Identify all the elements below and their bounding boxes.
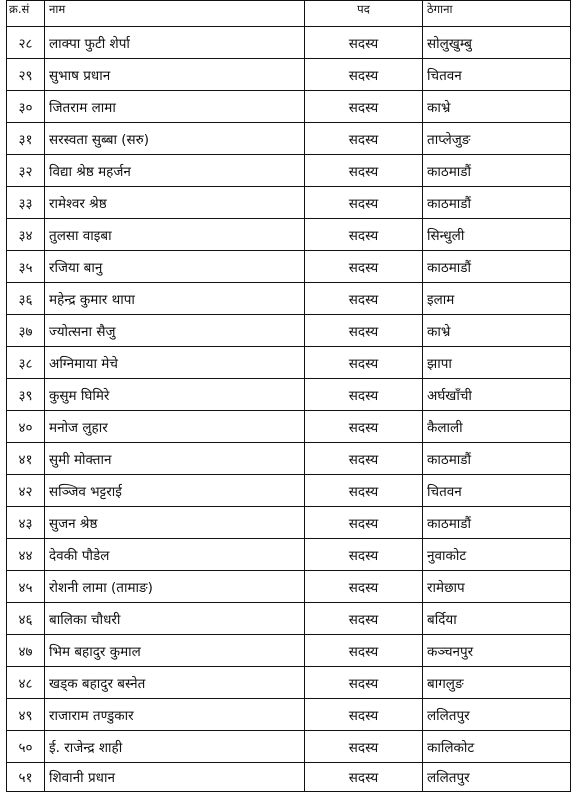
table-row — [7, 667, 571, 699]
member-name-cell: अग्निमाया मेचे — [45, 347, 305, 379]
post-cell: सदस्य — [305, 123, 423, 155]
address-cell: कालिकोट — [423, 731, 571, 763]
member-table — [6, 0, 571, 792]
header-name: नाम — [45, 1, 305, 27]
serial-number-cell: ३८ — [7, 347, 45, 379]
post-cell: सदस्य — [305, 507, 423, 539]
post-cell: सदस्य — [305, 763, 423, 792]
serial-number-cell: ४९ — [7, 699, 45, 731]
address-cell: कञ्चनपुर — [423, 635, 571, 667]
serial-number-cell: ३४ — [7, 219, 45, 251]
table-row — [7, 219, 571, 251]
member-name-cell: लाक्पा फुटी शेर्पा — [45, 27, 305, 59]
post-cell: सदस्य — [305, 347, 423, 379]
table-row — [7, 443, 571, 475]
address-cell: झापा — [423, 347, 571, 379]
header-row — [7, 1, 571, 27]
serial-number-cell: ३५ — [7, 251, 45, 283]
table-row — [7, 27, 571, 59]
address-cell: काठमाडौं — [423, 251, 571, 283]
member-name-cell: महेन्द्र कुमार थापा — [45, 283, 305, 315]
member-name-cell: विद्या श्रेष्ठ महर्जन — [45, 155, 305, 187]
member-name-cell: राजाराम तण्डुकार — [45, 699, 305, 731]
post-cell: सदस्य — [305, 635, 423, 667]
address-cell: बर्दिया — [423, 603, 571, 635]
serial-number-cell: ३९ — [7, 379, 45, 411]
table-row — [7, 411, 571, 443]
serial-number-cell: ३२ — [7, 155, 45, 187]
table-row — [7, 251, 571, 283]
post-cell: सदस्य — [305, 443, 423, 475]
serial-number-cell: ४७ — [7, 635, 45, 667]
member-name-cell: रामेश्वर श्रेष्ठ — [45, 187, 305, 219]
table-row — [7, 347, 571, 379]
header-post: पद — [305, 1, 423, 27]
member-name-cell: सरस्वता सुब्बा (सरु) — [45, 123, 305, 155]
address-cell: सिन्धुली — [423, 219, 571, 251]
table-row — [7, 155, 571, 187]
serial-number-cell: ४२ — [7, 475, 45, 507]
serial-number-cell: ४४ — [7, 539, 45, 571]
post-cell: सदस्य — [305, 699, 423, 731]
serial-number-cell: ४८ — [7, 667, 45, 699]
member-name-cell: ई. राजेन्द्र शाही — [45, 731, 305, 763]
address-cell: काठमाडौं — [423, 443, 571, 475]
address-cell: रामेछाप — [423, 571, 571, 603]
post-cell: सदस्य — [305, 603, 423, 635]
post-cell: सदस्य — [305, 59, 423, 91]
table-header — [7, 1, 571, 27]
member-name-cell: ज्योत्सना सैजु — [45, 315, 305, 347]
address-cell: ललितपुर — [423, 699, 571, 731]
member-name-cell: मनोज लुहार — [45, 411, 305, 443]
member-name-cell: शिवानी प्रधान — [45, 763, 305, 792]
address-cell: नुवाकोट — [423, 539, 571, 571]
serial-number-cell: ५१ — [7, 763, 45, 792]
serial-number-cell: ४६ — [7, 603, 45, 635]
member-name-cell: तुलसा वाइबा — [45, 219, 305, 251]
table-row — [7, 91, 571, 123]
table-row — [7, 699, 571, 731]
member-name-cell: देवकी पौडेल — [45, 539, 305, 571]
member-name-cell: सुमी मोक्तान — [45, 443, 305, 475]
address-cell: ताप्लेजुङ — [423, 123, 571, 155]
serial-number-cell: ४५ — [7, 571, 45, 603]
member-name-cell: सञ्जिव भट्टराई — [45, 475, 305, 507]
table-body — [7, 27, 571, 792]
serial-number-cell: ३७ — [7, 315, 45, 347]
table-row — [7, 731, 571, 763]
serial-number-cell: ४० — [7, 411, 45, 443]
post-cell: सदस्य — [305, 155, 423, 187]
table-row — [7, 475, 571, 507]
header-address: ठेगाना — [423, 1, 571, 27]
serial-number-cell: ५० — [7, 731, 45, 763]
serial-number-cell: ४१ — [7, 443, 45, 475]
post-cell: सदस्य — [305, 283, 423, 315]
post-cell: सदस्य — [305, 539, 423, 571]
table-row — [7, 603, 571, 635]
serial-number-cell: ३० — [7, 91, 45, 123]
address-cell: चितवन — [423, 475, 571, 507]
table-row — [7, 539, 571, 571]
address-cell: ललितपुर — [423, 763, 571, 792]
table-row — [7, 379, 571, 411]
member-name-cell: रोशनी लामा (तामाङ) — [45, 571, 305, 603]
table-row — [7, 763, 571, 792]
post-cell: सदस्य — [305, 251, 423, 283]
post-cell: सदस्य — [305, 219, 423, 251]
post-cell: सदस्य — [305, 571, 423, 603]
post-cell: सदस्य — [305, 667, 423, 699]
post-cell: सदस्य — [305, 411, 423, 443]
table-row — [7, 283, 571, 315]
member-name-cell: कुसुम घिमिरे — [45, 379, 305, 411]
address-cell: काभ्रे — [423, 91, 571, 123]
member-name-cell: सुभाष प्रधान — [45, 59, 305, 91]
table-row — [7, 123, 571, 155]
serial-number-cell: ३६ — [7, 283, 45, 315]
serial-number-cell: २८ — [7, 27, 45, 59]
address-cell: काठमाडौं — [423, 507, 571, 539]
member-name-cell: भिम बहादुर कुमाल — [45, 635, 305, 667]
header-serial-number: क्र.सं — [7, 1, 45, 27]
table-row — [7, 59, 571, 91]
address-cell: अर्घखाँची — [423, 379, 571, 411]
post-cell: सदस्य — [305, 475, 423, 507]
member-name-cell: जितराम लामा — [45, 91, 305, 123]
member-name-cell: सुजन श्रेष्ठ — [45, 507, 305, 539]
table-row — [7, 571, 571, 603]
member-name-cell: रजिया बानु — [45, 251, 305, 283]
serial-number-cell: ४३ — [7, 507, 45, 539]
post-cell: सदस्य — [305, 91, 423, 123]
table-row — [7, 315, 571, 347]
post-cell: सदस्य — [305, 27, 423, 59]
serial-number-cell: ३३ — [7, 187, 45, 219]
address-cell: काठमाडौं — [423, 155, 571, 187]
table-row — [7, 635, 571, 667]
serial-number-cell: ३१ — [7, 123, 45, 155]
serial-number-cell: २९ — [7, 59, 45, 91]
table-row — [7, 187, 571, 219]
post-cell: सदस्य — [305, 315, 423, 347]
address-cell: बागलुङ — [423, 667, 571, 699]
address-cell: चितवन — [423, 59, 571, 91]
member-name-cell: बालिका चौधरी — [45, 603, 305, 635]
post-cell: सदस्य — [305, 731, 423, 763]
address-cell: काभ्रे — [423, 315, 571, 347]
address-cell: काठमाडौं — [423, 187, 571, 219]
address-cell: सोलुखुम्बु — [423, 27, 571, 59]
member-name-cell: खड्क बहादुर बस्नेत — [45, 667, 305, 699]
table-row — [7, 507, 571, 539]
post-cell: सदस्य — [305, 187, 423, 219]
address-cell: कैलाली — [423, 411, 571, 443]
address-cell: इलाम — [423, 283, 571, 315]
post-cell: सदस्य — [305, 379, 423, 411]
